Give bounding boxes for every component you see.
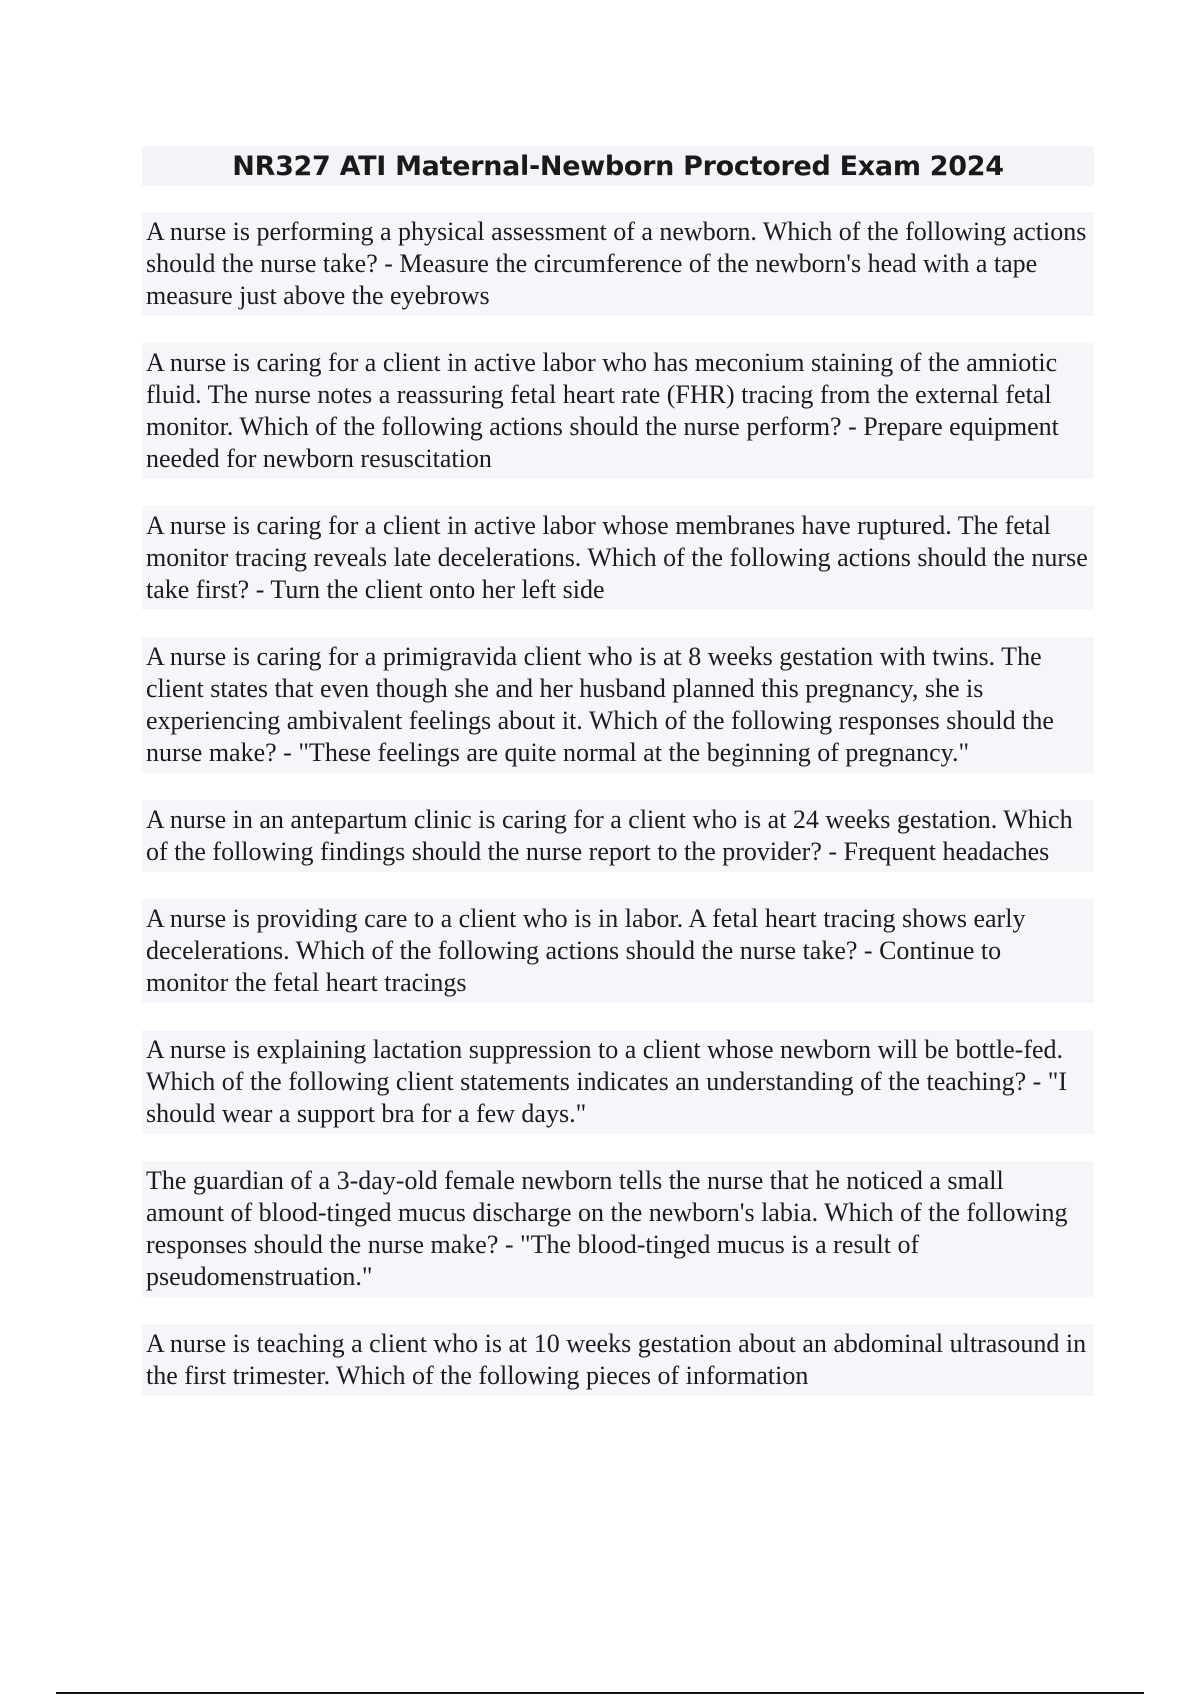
question-list xyxy=(142,212,1094,1423)
question-item: A nurse is caring for a client in active labor who has meconium staining of the amniotic fluid. The nurse notes a reassuring fetal heart rate (FHR) tracing from the external fetal monitor. Which of the following actions should the nurse perform? - Prepare equipment needed for newborn resuscitation xyxy=(142,343,1094,479)
question-item: A nurse is performing a physical assessment of a newborn. Which of the following actions should the nurse take? - Measure the circumference of the newborn's head with a tape measure just above the eyebrows xyxy=(142,212,1094,316)
question-item: A nurse is explaining lactation suppression to a client whose newborn will be bottle-fed. Which of the following client statements indicates an understanding of the teaching? - "I should wear a support bra for a few days." xyxy=(142,1030,1094,1134)
question-item: A nurse is providing care to a client who is in labor. A fetal heart tracing shows early decelerations. Which of the following actions should the nurse take? - Continue to monitor the fetal heart tracings xyxy=(142,899,1094,1003)
footer-divider xyxy=(56,1692,1144,1694)
document-title: NR327 ATI Maternal-Newborn Proctored Exam 2024 xyxy=(232,150,1004,182)
question-item: A nurse is caring for a primigravida client who is at 8 weeks gestation with twins. The client states that even though she and her husband planned this pregnancy, she is experiencing ambivalent feelings about it. Which of the following responses should the nurse make? - "These feelings are quite normal at the beginning of pregnancy." xyxy=(142,637,1094,773)
question-item: The guardian of a 3-day-old female newborn tells the nurse that he noticed a small amount of blood-tinged mucus discharge on the newborn's labia. Which of the following responses should the nurse make? - "The blood-tinged mucus is a result of pseudomenstruation." xyxy=(142,1161,1094,1297)
question-item: A nurse is caring for a client in active labor whose membranes have ruptured. The fetal monitor tracing reveals late decelerations. Which of the following actions should the nurse take first? - Turn the client onto her left side xyxy=(142,506,1094,610)
question-item: A nurse is teaching a client who is at 10 weeks gestation about an abdominal ultrasound in the first trimester. Which of the following pieces of information xyxy=(142,1324,1094,1396)
title-band xyxy=(142,146,1094,186)
question-item: A nurse in an antepartum clinic is caring for a client who is at 24 weeks gestation. Which of the following findings should the nurse report to the provider? - Frequent headaches xyxy=(142,800,1094,872)
